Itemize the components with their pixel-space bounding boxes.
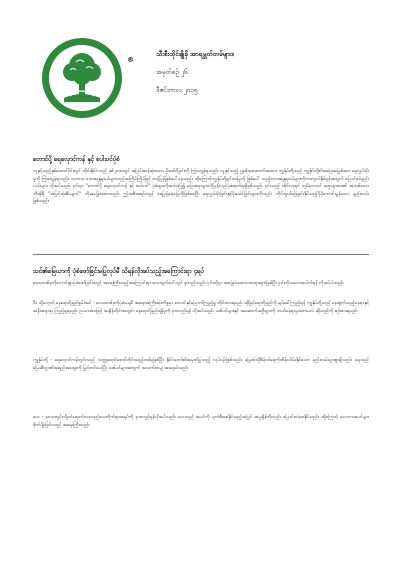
section-1-paragraph: လူနှင့်သည့်နှစ်ထောင်ပိုင်းတွင် ထိုင်းနိုင်ငံသည် နှစ်၂၀အတွင် အပြင်းထန်ဆုံးသော မိုးခေါင်ခြင်းကို ကြုံတွေ့ခဲ့ရသည်။ လူနှင့်သည့် ဌနစ်အထောက်အထား ကျွန်ုပ်တို့သည် ကျွန်ုပ်တို့၏အခြေအမြစ်အား ရေလွှမ်းမိုးမှုကို ကြုံတွေ့ခဲ့ရသည်။ သဘာဝ ဘေးအန္တရာယ်များသည်အကြိမ်ကြိမ်ဖြင့် တန်ပြန်ဖြစ်ပေါ်နေသည်။ ထိုကြောင့်ကျွန်ုပ်တို့ရှင်သန်မှုကို ဖြစ်ပေါ် သည့်ဘေးအန္တရာယ်များကိုကာကွယ်နိုင်ရန်အတွက် ပြောင်းလဲနည်းလမ်းများ လိုအပ်သည်။ ၄င်းမှာ "တောင်ပို့ ရေလှောင်ကန် နှင့် စပါးပင်" ပုံစံများကိုအသုံးပြု၍ မြေအရာများကိုပြန်လည်ပုံစံထုတ်ရန်ဖြစ်သည်။ ၄င်းသည် ထိုင်းဘုရင် ဘူမိဘောလ် အဒူလျာဒေး၏ အသစ်သော သီအိုရီ "အမြင့်ဆုံးစီမံချက်" ကိုအခြေခံထားသည်။ ဤအစီအစဉ်သည် ရေပြန့်ရေမြေကိုဖြစ်စေပြီး ရေလွှမ်းမိုးခြင်းနှင့်မိုးခေါင်ခြင်းများကိုလည်း ကိုင်တွယ်ဖြေရှင်းနိုင်သည့်ပိုမိုကောင်းမွန်သော နည်းလမ်းဖြစ်သည်။	[33, 169, 369, 205]
section-2-paragraph-2: မီး သို့မဟုတ် နေရောင်ခြည်စွမ်းအင် - ဒေသတစ်ခုကိုပုံစံမချမီ အရေးအကြီးဆုံးကိစ္စမှာ တောင်နှင့်မြောက်ကြည့်ရှု တိုင်းတာရမည်။ ထိုမြင့်ရောင်ခြည်ကို ရုပ်ခေါ်ကြည့်ရန် ကျွန်ုပ်တို့သည် နေထွက်သည့်နေရာနှင့်အနီးအနားမှ ကြည့်ရှုရမည်။ ဥပမာအားဖြင့် အချိန်တိုင်းအတွင်း နေရောင်ခြည်ရရှိမှုကို နားလည်ရန် လိုအပ်သည်။ သစ်ပင်များနှင့် အဆောက်အဦများကို ဘယ်နေရာမှာထားမလဲ ဆိုသည်ကို စဉ်းစားရမည်။	[33, 301, 369, 314]
section-divider	[33, 254, 369, 255]
section-1-title: တောင်ပို့ ရေလှောင်ကန် နှင့် စပါးပင်ပုံစံ	[33, 156, 120, 163]
section-2-paragraph-1: ဒေသတစ်ခုကိုကောင်းစွာပုံစံဖော်ခြင်းသည် အရေးကြီးသည့်အကြောင်းရာ လေးချက်ပေါ်တွင် မူတည်သည်။ ၄င်းတို့မှာ အခြေခံသဘောတရားများဖြစ်ပြီး ၄င်းကိုသဘောပေါက်ရန် လိုအပ်ပါသည်။	[33, 281, 344, 286]
tree-of-life-icon	[40, 36, 124, 120]
section-2-paragraph-3: ကျွန်ုပ်တို့ - ရေလှောင်ကန်တွင်းသည် သတ္တုရောင်စောင်တိုင်းသည့်တစ်ခုဖြစ်ပြီး နိုင်ငံတော်၏အမှတ်ပြုသည့် လုပ်ငန်းဖြစ်သည်။ မြေထဲသို့စိမ့်ဝင်ရေကိုထိန်းသိမ်းနိုင်သော နည်းလမ်းများစွာရှိသည်။ ရေသည်မြေဆီလွှာ၏အရည်အသွေးကို မြှင့်တင်ပေးပြီး သစ်ပင်များအတွက် အသက်တမျှ အရေးပါသည်။	[33, 358, 369, 371]
issue-number: အမှတ်စဉ် ၂၆	[156, 68, 188, 76]
section-1	[33, 156, 369, 254]
section-2	[33, 268, 369, 448]
issue-date: ဒီဇင်ဘာလ ၂၀၁၅	[156, 86, 198, 94]
publication-title: သီးစီးထိုင်ချိုခို အာရမ္ဘတ်တမ်များ။	[156, 50, 234, 58]
document-header	[156, 50, 366, 104]
section-2-title: သင်၏မြေယာကို ပုံစံဖော်ခြင်းမပြုလုပ်မီ သိရန်လိုအပ်သည့်အကြောင်းရာ ၄ရပ်	[33, 268, 205, 275]
organization-logo	[40, 36, 124, 120]
section-2-paragraph-4: လေ - ဒေသတွင်းသို့ဝင်ရောက်လာသည့်လေတိုက်ရာအရပ်ကို နားလည်ရန်လိုအပ်သည်။ လေသည် အပင်ကို ပျက်စီးစေနိုင်သည့်အပြင် အပူချိန်ကိုလည်း ပြောင်းလဲစေနိုင်သည်။ ထို့ကြောင့် လေကာအပင်များ စိုက်ပျိုးခြင်းသည် အရေးကြီးသည်။	[33, 415, 369, 428]
registered-mark: ®	[127, 56, 134, 64]
